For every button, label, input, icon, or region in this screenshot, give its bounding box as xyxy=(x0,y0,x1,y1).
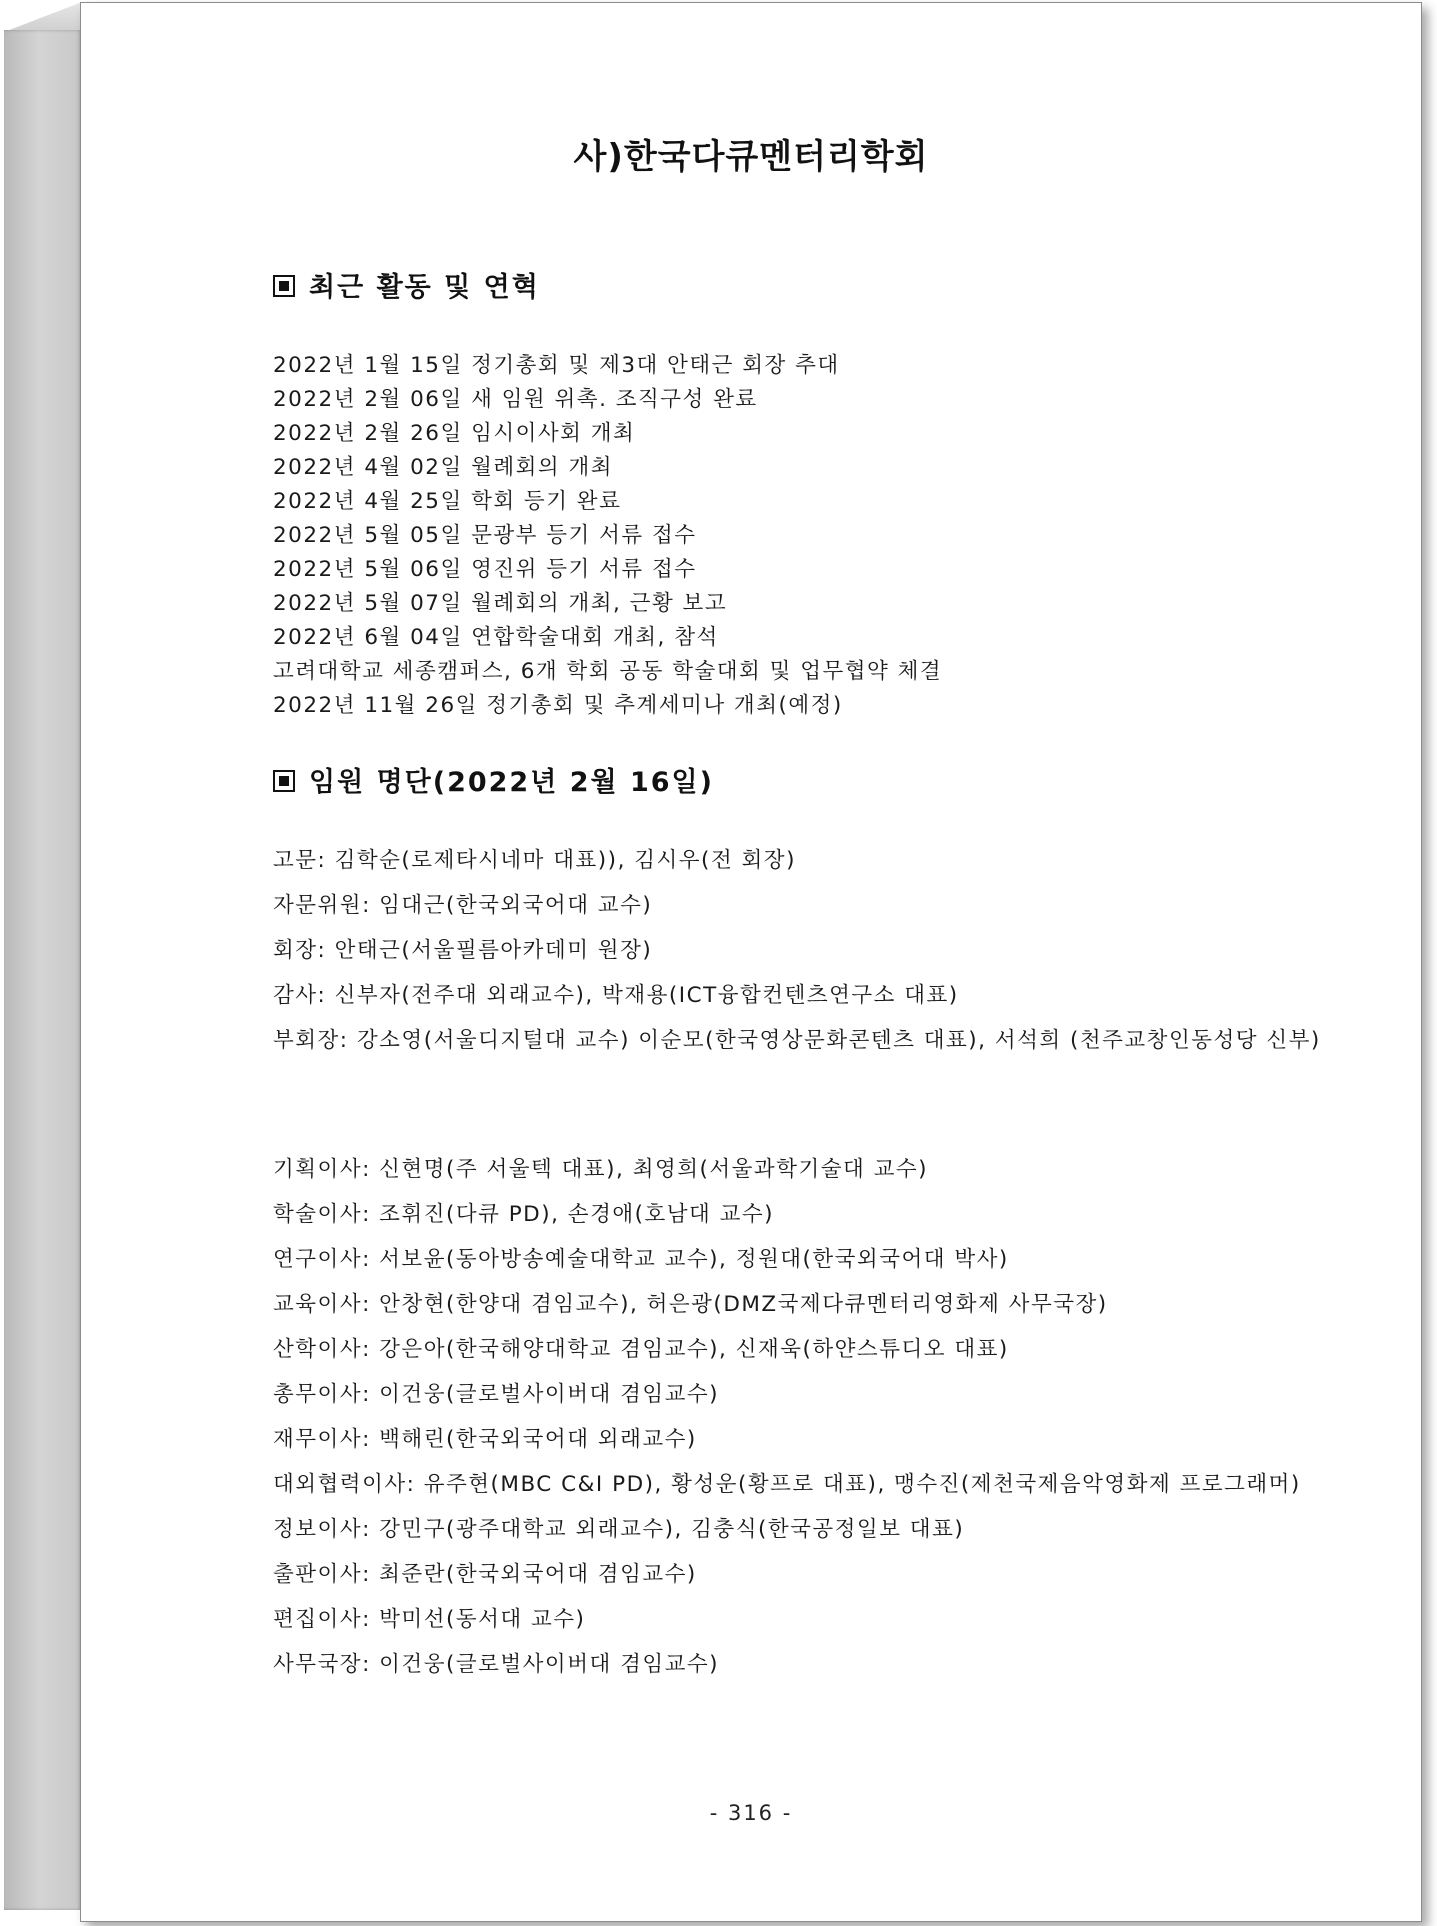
activity-item: 2022년 5월 05일 문광부 등기 서류 접수 xyxy=(273,523,697,548)
member-entry: 감사: 신부자(전주대 외래교수), 박재용(ICT융합컨텐츠연구소 대표) xyxy=(273,983,959,1008)
page-title: 사)한국다큐멘터리학회 xyxy=(573,137,929,177)
activity-item: 2022년 5월 07일 월례회의 개최, 근황 보고 xyxy=(273,591,728,616)
book-spine-top xyxy=(4,2,82,32)
member-list-senior xyxy=(273,844,1353,1069)
activity-item: 2022년 4월 25일 학회 등기 완료 xyxy=(273,489,622,514)
member-entry: 학술이사: 조휘진(다큐 PD), 손경애(호남대 교수) xyxy=(273,1202,775,1227)
member-entry: 사무국장: 이건웅(글로벌사이버대 겸임교수) xyxy=(273,1652,720,1677)
activity-item: 2022년 2월 26일 임시이사회 개최 xyxy=(273,421,636,446)
filled-square-bullet-icon xyxy=(273,770,295,792)
member-entry: 연구이사: 서보윤(동아방송예술대학교 교수), 정원대(한국외국어대 박사) xyxy=(273,1247,1009,1272)
members-heading-text: 임원 명단(2022년 2월 16일) xyxy=(309,767,714,798)
member-entry: 대외협력이사: 유주현(MBC C&I PD), 황성운(황프로 대표), 맹수진(제천국제음악영화제 프로그래머) xyxy=(273,1472,1301,1497)
member-entry: 총무이사: 이건웅(글로벌사이버대 겸임교수) xyxy=(273,1382,720,1407)
book-spine xyxy=(4,30,82,1910)
activity-item: 고려대학교 세종캠퍼스, 6개 학회 공동 학술대회 및 업무협약 체결 xyxy=(273,659,943,684)
activity-item: 2022년 1월 15일 정기총회 및 제3대 안태근 회장 추대 xyxy=(273,353,840,378)
member-list-directors xyxy=(273,1153,1353,1693)
filled-square-bullet-icon xyxy=(273,275,295,297)
members-section-heading xyxy=(273,760,714,799)
document-page xyxy=(80,2,1422,1922)
member-entry: 교육이사: 안창현(한양대 겸임교수), 허은광(DMZ국제다큐멘터리영화제 사무국장) xyxy=(273,1292,1108,1317)
member-entry: 출판이사: 최준란(한국외국어대 겸임교수) xyxy=(273,1562,697,1587)
member-entry: 산학이사: 강은아(한국해양대학교 겸임교수), 신재욱(하얀스튜디오 대표) xyxy=(273,1337,1009,1362)
member-entry: 회장: 안태근(서울필름아카데미 원장) xyxy=(273,938,653,963)
member-entry: 고문: 김학순(로제타시네마 대표)), 김시우(전 회장) xyxy=(273,848,796,873)
activity-item: 2022년 4월 02일 월례회의 개최 xyxy=(273,455,614,480)
activity-item: 2022년 5월 06일 영진위 등기 서류 접수 xyxy=(273,557,697,582)
activities-heading-text: 최근 활동 및 연혁 xyxy=(309,272,540,303)
member-entry: 재무이사: 백해린(한국외국어대 외래교수) xyxy=(273,1427,697,1452)
page-number: - 316 - xyxy=(709,1801,793,1825)
member-entry: 부회장: 강소영(서울디지털대 교수) 이순모(한국영상문화콘텐츠 대표), 서석희 (천주교창인동성당 신부) xyxy=(273,1028,1321,1053)
member-entry: 정보이사: 강민구(광주대학교 외래교수), 김충식(한국공정일보 대표) xyxy=(273,1517,965,1542)
activities-section-heading xyxy=(273,265,540,304)
activity-item: 2022년 6월 04일 연합학술대회 개최, 참석 xyxy=(273,625,719,650)
member-entry: 자문위원: 임대근(한국외국어대 교수) xyxy=(273,893,653,918)
activity-item: 2022년 2월 06일 새 임원 위촉. 조직구성 완료 xyxy=(273,387,758,412)
member-entry: 편집이사: 박미선(동서대 교수) xyxy=(273,1607,586,1632)
activity-list xyxy=(273,349,1353,723)
member-entry: 기획이사: 신현명(주 서울텍 대표), 최영희(서울과학기술대 교수) xyxy=(273,1157,929,1182)
activity-item: 2022년 11월 26일 정기총회 및 추계세미나 개최(예정) xyxy=(273,693,843,718)
